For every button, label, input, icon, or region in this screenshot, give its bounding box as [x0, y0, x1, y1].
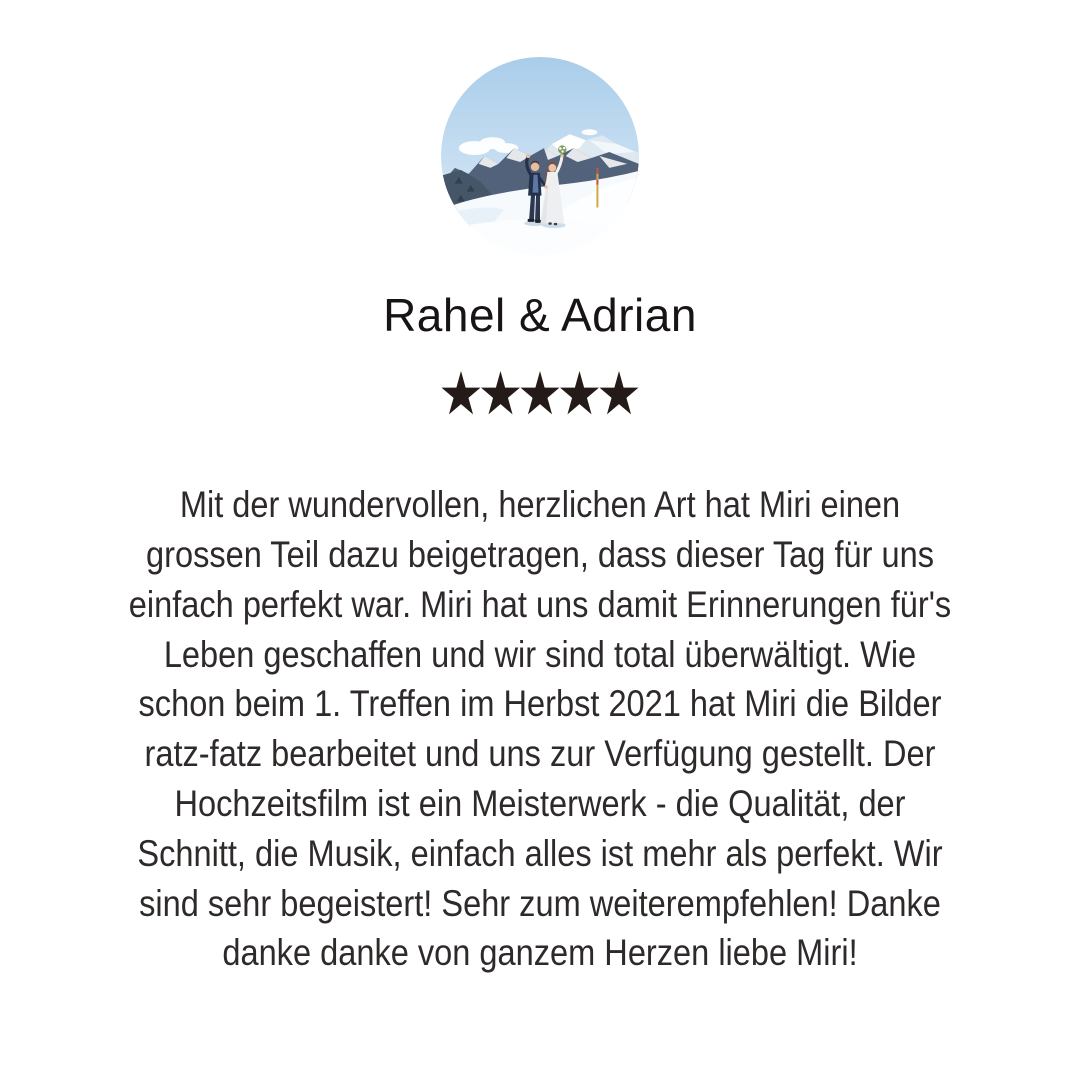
avatar: [441, 57, 639, 255]
photo-marker-pole: [596, 168, 598, 208]
review-line: Schnitt, die Musik, einfach alles ist mehr als perfekt. Wir: [137, 832, 943, 874]
review-line: Mit der wundervollen, herzlichen Art hat Miri einen: [179, 484, 901, 526]
star-icon-group: [442, 371, 639, 414]
review-line: sind sehr begeistert! Sehr zum weiterempfehlen! Danke: [139, 882, 941, 924]
wedding-photo: [441, 57, 639, 255]
review-line: schon beim 1. Treffen im Herbst 2021 hat Miri die Bilder: [138, 683, 942, 725]
reviewer-name: Rahel & Adrian: [383, 289, 697, 341]
star-rating: [441, 370, 639, 418]
review-text: [82, 480, 997, 978]
review-line: einfach perfekt war. Miri hat uns damit Erinnerungen für's: [128, 583, 952, 625]
review-line: Hochzeitsfilm ist ein Meisterwerk - die Qualität, der: [174, 782, 906, 824]
review-line: danke danke von ganzem Herzen liebe Miri!: [222, 932, 858, 974]
review-line: grossen Teil dazu beigetragen, dass dieser Tag für uns: [146, 533, 934, 575]
star-icons: [441, 370, 639, 418]
review-line: Leben geschaffen und wir sind total überwältigt. Wie: [163, 633, 917, 675]
review-line: ratz-fatz bearbeitet und uns zur Verfügung gestellt. Der: [144, 733, 936, 775]
